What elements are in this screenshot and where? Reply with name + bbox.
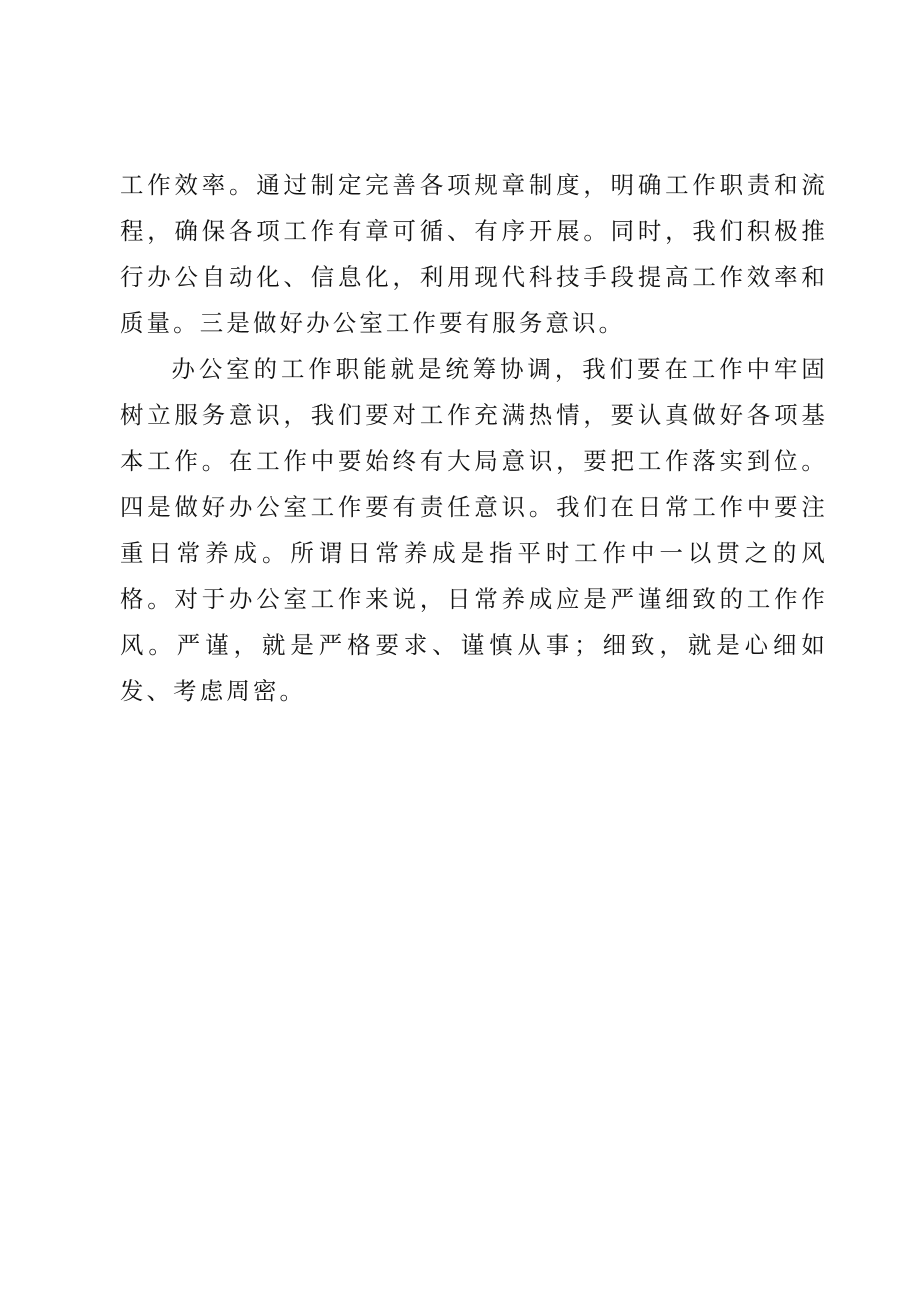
document-body — [120, 162, 828, 714]
paragraph-1: 工作效率。通过制定完善各项规章制度，明确工作职责和流程，确保各项工作有章可循、有序开展。同时，我们积极推行办公自动化、信息化，利用现代科技手段提高工作效率和质量。三是做好办公室工作要有服务意识。 — [120, 171, 828, 337]
paragraph-2: 办公室的工作职能就是统筹协调，我们要在工作中牢固树立服务意识，我们要对工作充满热情，要认真做好各项基本工作。在工作中要始终有大局意识，要把工作落实到位。四是做好办公室工作要有责任意识。我们在日常工作中要注重日常养成。所谓日常养成是指平时工作中一以贯之的风格。对于办公室工作来说，日常养成应是严谨细致的工作作风。严谨，就是严格要求、谨慎从事；细致，就是心细如发、考虑周密。 — [120, 355, 828, 705]
